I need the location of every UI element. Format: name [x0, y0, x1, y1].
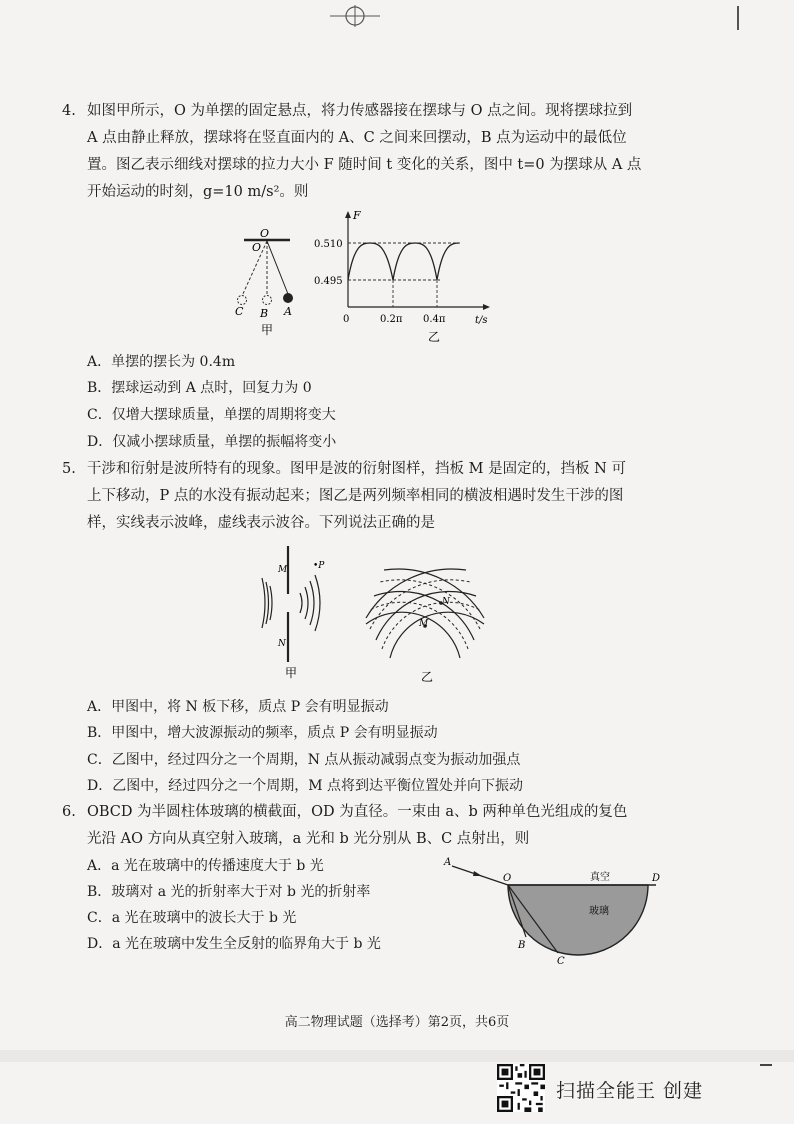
option-c: C．仅增大摆球质量，单摆的周期将变大: [87, 407, 336, 423]
option-c: C．乙图中，经过四分之一个周期，N 点从振动减弱点变为振动加强点: [87, 752, 521, 768]
question-text-line: 干涉和衍射是波所特有的现象。图甲是波的衍射图样，挡板 M 是固定的，挡板 N 可: [87, 461, 626, 477]
label-o: O: [503, 873, 512, 884]
question-text-line: 置。图乙表示细线对摆球的拉力大小 F 随时间 t 变化的关系，图中 t=0 为摆球从 A 点: [87, 157, 642, 173]
question-text-line: 上下移动，P 点的水没有振动起来；图乙是两列频率相同的横波相遇时发生干涉的图: [87, 488, 624, 504]
diffracted-wave: [300, 593, 302, 613]
label-c: C: [235, 305, 244, 318]
label-o-top: O: [260, 227, 270, 240]
label-p: •P: [313, 561, 325, 571]
label-a: A: [284, 305, 292, 318]
x-tick-0.2pi: 0.2π: [380, 314, 403, 325]
ball-c: [238, 296, 247, 305]
caption-jia: 甲: [261, 323, 274, 337]
label-n: N: [278, 639, 286, 649]
option-d: D．仅减小摆球质量，单摆的振幅将变小: [87, 434, 337, 450]
crest-line: [390, 612, 484, 658]
crest-line: [366, 612, 460, 658]
y-axis-arrow: [345, 211, 351, 218]
glass-body: [508, 885, 648, 955]
label-vacuum: 真空: [590, 872, 610, 883]
semicircle-glass-figure: [438, 852, 664, 970]
label-o-pivot: O: [252, 241, 262, 254]
page-footer: 高二物理试题（选择考）第2页，共6页: [284, 1015, 510, 1030]
force-time-graph: [310, 207, 500, 345]
y-tick-0510: 0.510: [314, 239, 343, 250]
caption-yi: 乙: [428, 330, 441, 344]
incident-wave: [266, 582, 269, 624]
option-b: B．摆球运动到 A 点时，回复力为 0: [87, 380, 312, 396]
y-tick-0495: 0.495: [314, 276, 343, 287]
diffracted-wave: [315, 575, 320, 631]
label-b: B: [518, 940, 526, 951]
ball-a: [283, 293, 293, 303]
interference-figure: [360, 548, 500, 686]
question-number: 5.: [62, 461, 76, 477]
string-a: [267, 241, 288, 294]
label-a: A: [444, 857, 452, 868]
label-m: M: [419, 619, 429, 629]
diffracted-wave: [310, 581, 314, 625]
caption-yi: 乙: [421, 670, 434, 684]
option-a: A．a 光在玻璃中的传播速度大于 b 光: [87, 858, 324, 874]
scan-shadow: [0, 1050, 794, 1062]
binding-mark: [737, 6, 739, 30]
question-number: 4.: [62, 103, 76, 119]
option-c: C．a 光在玻璃中的波长大于 b 光: [87, 910, 297, 926]
crest-line: [374, 591, 474, 640]
label-b: B: [260, 307, 269, 320]
question-text-line: 样，实线表示波峰，虚线表示波谷。下列说法正确的是: [87, 515, 435, 531]
option-d: D．a 光在玻璃中发生全反射的临界角大于 b 光: [87, 936, 381, 952]
ball-b: [263, 296, 272, 305]
crest-line: [376, 591, 476, 640]
label-m: M: [278, 565, 288, 575]
caption-jia: 甲: [285, 666, 298, 680]
question-text-line: OBCD 为半圆柱体玻璃的横截面，OD 为直径。一束由 a、b 两种单色光组成的复色: [87, 804, 628, 820]
option-d: D．乙图中，经过四分之一个周期，M 点将到达平衡位置处并向下振动: [87, 778, 524, 794]
label-c: C: [557, 956, 565, 967]
option-a: A．甲图中，将 N 板下移，质点 P 会有明显振动: [87, 699, 389, 715]
edge-mark: [760, 1064, 772, 1066]
origin-label: 0: [343, 314, 350, 325]
question-text-line: 如图甲所示，O 为单摆的固定悬点，将力传感器接在摆球与 O 点之间。现将摆球拉到: [87, 103, 633, 119]
option-b: B．玻璃对 a 光的折射率大于对 b 光的折射率: [87, 884, 371, 900]
y-axis-label: F: [353, 209, 361, 222]
diffraction-figure: [258, 544, 348, 684]
label-n: N: [442, 597, 450, 607]
force-curve: [348, 243, 459, 280]
question-number: 6.: [62, 804, 76, 820]
label-d: D: [652, 873, 661, 884]
question-text-line: A 点由静止释放，摆球将在竖直面内的 A、C 之间来回摆动，B 点为运动中的最低位: [87, 130, 627, 146]
registration-mark: [330, 4, 380, 28]
question-text-line: 光沿 AO 方向从真空射入玻璃，a 光和 b 光分别从 B、C 点射出，则: [87, 831, 530, 847]
incident-wave: [270, 586, 272, 620]
pendulum-figure: [230, 218, 310, 338]
option-b: B．甲图中，增大波源振动的频率，质点 P 会有明显振动: [87, 725, 438, 741]
diffracted-wave: [305, 587, 308, 619]
x-axis-arrow: [483, 304, 490, 310]
incident-wave: [262, 578, 265, 628]
x-tick-0.4pi: 0.4π: [423, 314, 446, 325]
x-axis-label: t/s: [475, 315, 488, 326]
option-a: A．单摆的摆长为 0.4m: [87, 354, 236, 370]
incident-ray-arrow: [473, 871, 482, 876]
qr-code: [497, 1064, 545, 1112]
scanner-watermark: 扫描全能王 创建: [556, 1080, 704, 1102]
question-text-line: 开始运动的时刻，g=10 m/s²。则: [87, 184, 309, 200]
label-glass: 玻璃: [589, 906, 609, 917]
